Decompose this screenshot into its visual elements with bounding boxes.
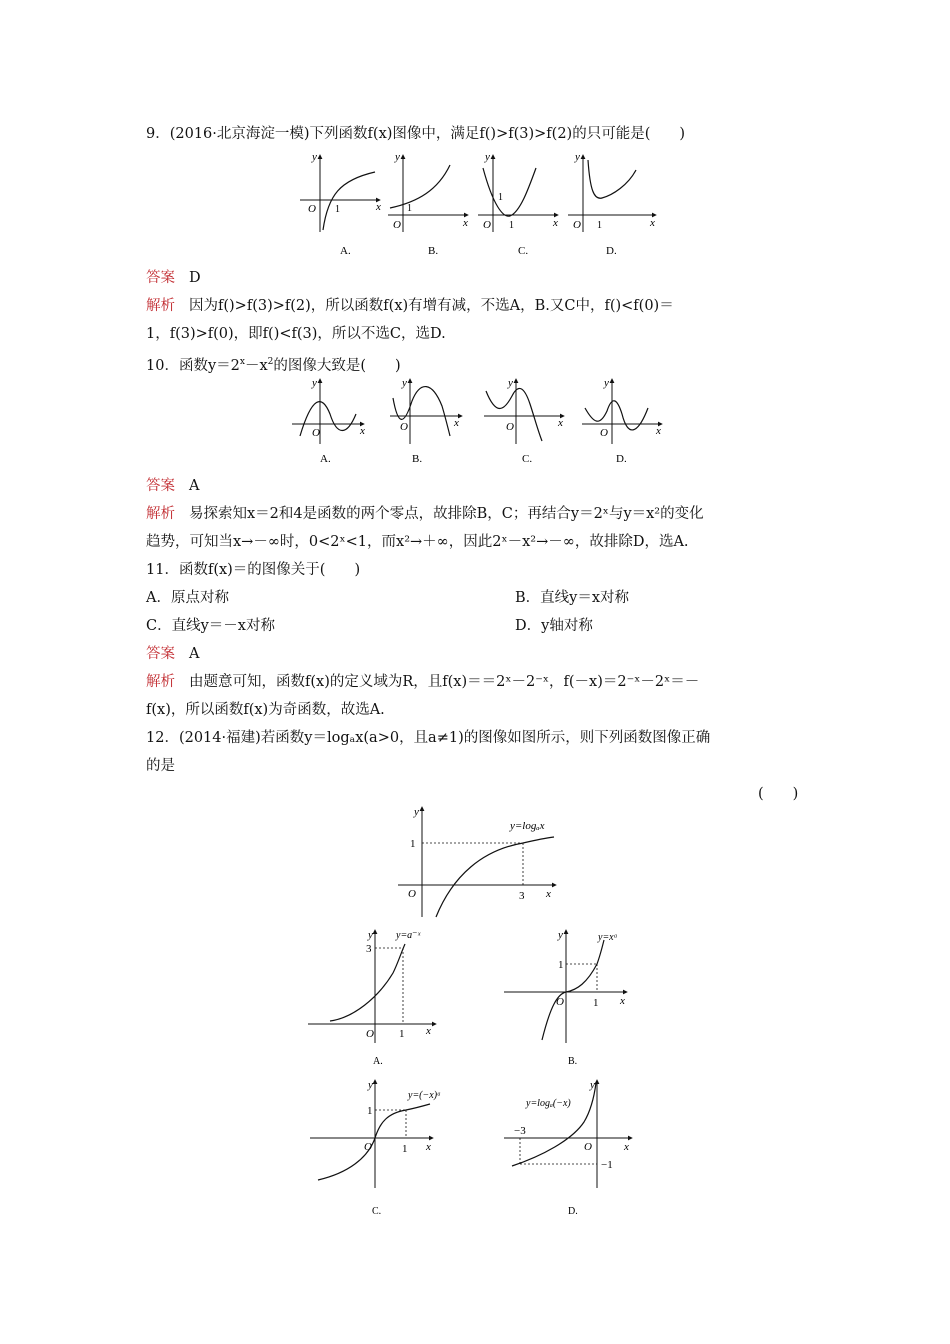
- svg-text:1: 1: [367, 1105, 373, 1117]
- q12-stem-1: 12．(2014·福建)若函数y＝logₐx(a>0，且a≠1)的图像如图所示，则下列函数图像正确: [146, 730, 711, 746]
- q11-option-c: C．直线y＝－x对称: [146, 618, 275, 634]
- q10-stem: 10．函数$y=2^x-x^2$的图像大致是( ): [146, 357, 401, 374]
- q11-stem: 11．函数f(x)＝的图像关于( ): [146, 562, 361, 578]
- svg-text:x: x: [454, 417, 459, 429]
- svg-text:y: y: [558, 929, 563, 941]
- svg-text:O: O: [308, 203, 316, 215]
- svg-text:1: 1: [335, 204, 340, 215]
- svg-text:x: x: [553, 217, 558, 229]
- svg-text:B.: B.: [428, 245, 439, 257]
- q11-option-b: B．直线y＝x对称: [515, 590, 630, 606]
- svg-text:x: x: [426, 1141, 431, 1153]
- q10-graphs: [292, 376, 692, 466]
- q9-graph-b: [388, 151, 468, 257]
- svg-text:O: O: [584, 1141, 592, 1153]
- q9-graph-a: [300, 151, 381, 257]
- q12-graph-c: [308, 1078, 448, 1218]
- svg-text:x: x: [463, 217, 468, 229]
- svg-text:y=logₐx: y=logₐx: [510, 820, 545, 832]
- q11-option-a: A．原点对称: [146, 590, 229, 606]
- svg-text:C.: C.: [372, 1206, 382, 1217]
- q12-answer-paren: ( ): [758, 786, 799, 802]
- svg-text:y: y: [368, 1079, 373, 1091]
- q11-option-d: D．y轴对称: [515, 618, 593, 634]
- svg-text:y: y: [395, 151, 400, 163]
- svg-text:O: O: [506, 421, 514, 433]
- q9-answer: 答案 D: [146, 270, 201, 286]
- svg-text:3: 3: [366, 943, 372, 955]
- svg-text:1: 1: [593, 997, 599, 1009]
- svg-text:x: x: [360, 425, 365, 437]
- svg-text:D.: D.: [568, 1206, 578, 1217]
- q9-graphs: [300, 150, 660, 260]
- svg-text:−3: −3: [514, 1125, 526, 1137]
- svg-text:1: 1: [402, 1143, 408, 1155]
- q10-graph-a: [292, 377, 365, 465]
- svg-text:x: x: [426, 1025, 431, 1037]
- q10-graph-c: [484, 377, 564, 465]
- svg-text:O: O: [312, 427, 320, 439]
- svg-text:O: O: [408, 888, 416, 900]
- svg-text:x: x: [546, 888, 551, 900]
- svg-text:x: x: [620, 995, 625, 1007]
- svg-text:y: y: [414, 806, 419, 818]
- svg-text:y: y: [312, 151, 317, 163]
- svg-text:A.: A.: [373, 1056, 383, 1067]
- q10-analysis-2: 趋势，可知当x→－∞时，0<2ˣ<1，而x²→＋∞，因此2ˣ－x²→－∞，故排除D，选A.: [146, 534, 689, 550]
- q10-answer: 答案 A: [146, 478, 200, 494]
- svg-text:1: 1: [509, 220, 514, 231]
- svg-text:y: y: [312, 377, 317, 389]
- svg-text:O: O: [366, 1028, 374, 1040]
- svg-text:y: y: [508, 377, 513, 389]
- svg-text:1: 1: [410, 838, 416, 850]
- svg-text:x: x: [650, 217, 655, 229]
- svg-text:x: x: [656, 425, 661, 437]
- svg-text:y: y: [485, 151, 490, 163]
- svg-text:1: 1: [407, 203, 412, 214]
- q12-graph-b: [502, 928, 642, 1068]
- svg-text:O: O: [400, 421, 408, 433]
- svg-text:x: x: [558, 417, 563, 429]
- q12-main-graph: [398, 805, 568, 925]
- svg-text:B.: B.: [568, 1056, 578, 1067]
- svg-text:y: y: [575, 151, 580, 163]
- q12-graph-a: [308, 928, 448, 1068]
- svg-text:y: y: [604, 377, 609, 389]
- svg-text:O: O: [393, 219, 401, 231]
- q12-graph-d: [502, 1078, 652, 1218]
- svg-text:1: 1: [597, 220, 602, 231]
- q9-stem: 9．(2016·北京海淀一模)下列函数f(x)图像中，满足f()>f(3)>f(2)的只可能是( ): [146, 126, 686, 142]
- svg-text:C.: C.: [518, 245, 529, 257]
- svg-text:y=(−x)ᵃ: y=(−x)ᵃ: [408, 1090, 442, 1101]
- svg-text:D.: D.: [616, 453, 627, 465]
- q9-graph-c: [478, 151, 558, 257]
- svg-text:x: x: [376, 201, 381, 213]
- svg-text:A.: A.: [320, 453, 331, 465]
- q10-graph-b: [390, 377, 462, 465]
- q11-analysis-1: 解析 由题意可知，函数f(x)的定义域为R，且f(x)＝＝2ˣ－2⁻ˣ，f(－x)＝2⁻ˣ－2ˣ＝－: [146, 674, 700, 690]
- svg-text:1: 1: [498, 192, 503, 203]
- svg-text:3: 3: [519, 890, 525, 902]
- q10-graph-d: [582, 377, 662, 465]
- svg-text:O: O: [556, 996, 564, 1008]
- q9-analysis-1: 解析 因为f()>f(3)>f(2)，所以函数f(x)有增有减，不选A，B.又C中，f()<f(0)＝: [146, 298, 674, 314]
- svg-text:O: O: [364, 1141, 372, 1153]
- svg-text:y: y: [590, 1079, 595, 1091]
- svg-text:1: 1: [399, 1028, 405, 1040]
- svg-text:B.: B.: [412, 453, 423, 465]
- svg-text:O: O: [483, 219, 491, 231]
- svg-text:D.: D.: [606, 245, 617, 257]
- q11-answer: 答案 A: [146, 646, 200, 662]
- svg-text:−1: −1: [601, 1159, 613, 1171]
- svg-text:y=xᵃ: y=xᵃ: [598, 932, 618, 943]
- svg-text:y=a⁻ˣ: y=a⁻ˣ: [396, 930, 421, 941]
- svg-text:C.: C.: [522, 453, 533, 465]
- svg-text:y: y: [402, 377, 407, 389]
- svg-text:A.: A.: [340, 245, 351, 257]
- q9-analysis-2: 1，f(3)>f(0)，即f()<f(3)，所以不选C，选D.: [146, 326, 446, 342]
- svg-text:x: x: [624, 1141, 629, 1153]
- svg-text:1: 1: [558, 959, 564, 971]
- svg-text:y=logₐ(−x): y=logₐ(−x): [526, 1098, 571, 1109]
- q11-analysis-2: f(x)，所以函数f(x)为奇函数，故选A.: [146, 702, 385, 718]
- svg-text:O: O: [573, 219, 581, 231]
- q9-graph-d: [568, 151, 656, 257]
- q10-analysis-1: 解析 易探索知x＝2和4是函数的两个零点，故排除B，C；再结合y＝2ˣ与y＝x²的变化: [146, 506, 704, 522]
- svg-text:O: O: [600, 427, 608, 439]
- svg-text:y: y: [368, 929, 373, 941]
- q12-stem-2: 的是: [146, 758, 175, 774]
